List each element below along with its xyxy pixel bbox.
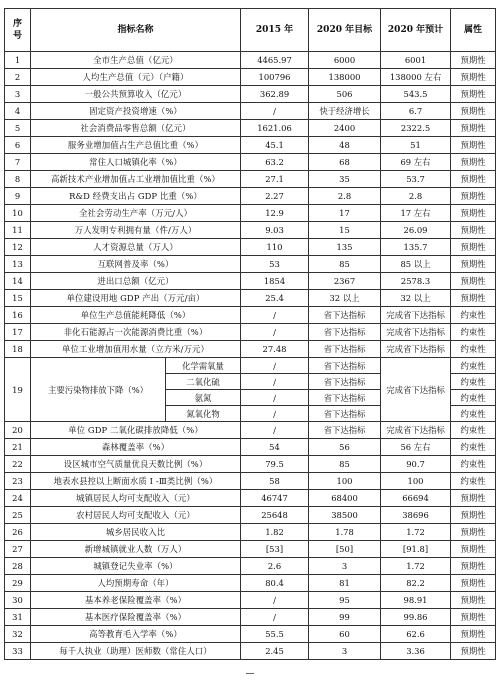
indicator-name: 基本医疗保险覆盖率（%）	[31, 609, 241, 626]
table-row	[5, 490, 496, 507]
row-number: 17	[5, 324, 31, 341]
table-row	[5, 86, 496, 103]
indicator-name: 互联网普及率（%）	[31, 256, 241, 273]
value-2015: 100796	[241, 69, 309, 86]
row-number: 32	[5, 626, 31, 643]
indicator-attribute: 预期性	[451, 120, 496, 137]
indicator-attribute: 约束性	[451, 390, 496, 406]
value-target: 48	[309, 137, 381, 154]
value-target: 快于经济增长	[309, 103, 381, 120]
value-forecast: 51	[381, 137, 451, 154]
indicator-name: 设区城市空气质量优良天数比例（%）	[31, 456, 241, 473]
value-2015: /	[241, 358, 309, 374]
indicator-name: 万人发明专利拥有量（件/万人）	[31, 222, 241, 239]
value-forecast: [91.8]	[381, 541, 451, 558]
row-number: 23	[5, 473, 31, 490]
indicator-attribute: 约束性	[451, 358, 496, 374]
value-target: 省下达指标	[309, 406, 381, 422]
value-2015: 2.45	[241, 643, 309, 660]
indicator-name: 人均预期寿命（年）	[31, 575, 241, 592]
row-number: 28	[5, 558, 31, 575]
value-forecast: 1.72	[381, 558, 451, 575]
value-forecast: 69 左右	[381, 154, 451, 171]
row-number: 26	[5, 524, 31, 541]
row-number: 3	[5, 86, 31, 103]
row-number: 13	[5, 256, 31, 273]
table-row	[5, 154, 496, 171]
value-target: 2367	[309, 273, 381, 290]
value-2015: 63.2	[241, 154, 309, 171]
value-forecast: 82.2	[381, 575, 451, 592]
table-row	[5, 524, 496, 541]
value-2015: 58	[241, 473, 309, 490]
value-forecast: 99.86	[381, 609, 451, 626]
table-row	[5, 324, 496, 341]
table-row	[5, 290, 496, 307]
indicator-attribute: 约束性	[451, 374, 496, 390]
header-seq-line2: 号	[12, 31, 22, 41]
indicator-name: 一般公共预算收入（亿元）	[31, 86, 241, 103]
value-forecast: 90.7	[381, 456, 451, 473]
row-number: 20	[5, 422, 31, 439]
indicator-name: 新增城镇就业人数（万人）	[31, 541, 241, 558]
indicator-name: 主要污染物排放下降（%）	[31, 358, 166, 422]
value-2015: 79.5	[241, 456, 309, 473]
indicator-name: 全社会劳动生产率（万元/人）	[31, 205, 241, 222]
indicator-attribute: 预期性	[451, 290, 496, 307]
value-2015: 1621.06	[241, 120, 309, 137]
table-row	[5, 307, 496, 324]
indicator-name: 常住人口城镇化率（%）	[31, 154, 241, 171]
indicator-name: 城镇居民人均可支配收入（元）	[31, 490, 241, 507]
table-row	[5, 239, 496, 256]
pollutant-sub-name: 二氧化硫	[166, 374, 241, 390]
table-header	[5, 9, 496, 52]
value-target: 2.8	[309, 188, 381, 205]
value-target: 99	[309, 609, 381, 626]
table-row	[5, 558, 496, 575]
indicator-attribute: 预期性	[451, 626, 496, 643]
indicator-attribute: 预期性	[451, 490, 496, 507]
value-2015: /	[241, 103, 309, 120]
table-row	[5, 69, 496, 86]
table-row	[5, 52, 496, 69]
value-target: 35	[309, 171, 381, 188]
value-forecast: 543.5	[381, 86, 451, 103]
value-target: 135	[309, 239, 381, 256]
indicator-attribute: 预期性	[451, 86, 496, 103]
row-number: 19	[5, 358, 31, 422]
value-target: 6000	[309, 52, 381, 69]
table-row	[5, 341, 496, 358]
table-row	[5, 541, 496, 558]
indicator-attribute: 预期性	[451, 171, 496, 188]
value-2015: 1.82	[241, 524, 309, 541]
indicator-name: 固定资产投资增速（%）	[31, 103, 241, 120]
indicator-name: 服务业增加值占生产总值比重（%）	[31, 137, 241, 154]
pollutant-sub-name: 化学需氧量	[166, 358, 241, 374]
indicator-name: 农村居民人均可支配收入（元）	[31, 507, 241, 524]
indicator-attribute: 预期性	[451, 609, 496, 626]
value-2015: 27.1	[241, 171, 309, 188]
indicator-attribute: 预期性	[451, 575, 496, 592]
value-2015: /	[241, 422, 309, 439]
row-number: 21	[5, 439, 31, 456]
value-forecast: 56 左右	[381, 439, 451, 456]
indicator-attribute: 预期性	[451, 205, 496, 222]
value-2015: 80.4	[241, 575, 309, 592]
indicator-attribute: 预期性	[451, 643, 496, 660]
value-target: 38500	[309, 507, 381, 524]
value-2015: 12.9	[241, 205, 309, 222]
value-forecast: 100	[381, 473, 451, 490]
row-number: 16	[5, 307, 31, 324]
indicator-name: 社会消费品零售总额（亿元）	[31, 120, 241, 137]
indicator-name: R&D 经费支出占 GDP 比重（%）	[31, 188, 241, 205]
indicator-attribute: 预期性	[451, 256, 496, 273]
indicator-attribute: 预期性	[451, 154, 496, 171]
header-target: 2020 年目标	[309, 9, 381, 52]
value-2015: 46747	[241, 490, 309, 507]
value-forecast: 138000 左右	[381, 69, 451, 86]
table-row	[5, 575, 496, 592]
indicator-attribute: 约束性	[451, 324, 496, 341]
row-number: 7	[5, 154, 31, 171]
value-forecast: 66694	[381, 490, 451, 507]
value-forecast: 98.91	[381, 592, 451, 609]
indicator-name: 全市生产总值（亿元）	[31, 52, 241, 69]
value-forecast: 6.7	[381, 103, 451, 120]
row-number: 31	[5, 609, 31, 626]
indicator-name: 森林覆盖率（%）	[31, 439, 241, 456]
indicator-attribute: 约束性	[451, 422, 496, 439]
value-target: 省下达指标	[309, 341, 381, 358]
value-forecast: 17 左右	[381, 205, 451, 222]
value-2015: 362.89	[241, 86, 309, 103]
value-2015: /	[241, 307, 309, 324]
indicator-attribute: 预期性	[451, 103, 496, 120]
indicator-table	[4, 8, 496, 660]
value-forecast: 完成省下达指标	[381, 341, 451, 358]
value-forecast: 完成省下达指标	[381, 422, 451, 439]
value-2015: [53]	[241, 541, 309, 558]
header-attr: 属性	[451, 9, 496, 52]
indicator-name: 城乡居民收入比	[31, 524, 241, 541]
value-forecast: 38696	[381, 507, 451, 524]
value-target: 省下达指标	[309, 422, 381, 439]
value-forecast: 完成省下达指标	[381, 324, 451, 341]
indicator-attribute: 预期性	[451, 541, 496, 558]
value-target: 15	[309, 222, 381, 239]
value-2015: 25.4	[241, 290, 309, 307]
value-target: 1.78	[309, 524, 381, 541]
indicator-attribute: 预期性	[451, 188, 496, 205]
value-target: 3	[309, 558, 381, 575]
value-target: 95	[309, 592, 381, 609]
indicator-attribute: 约束性	[451, 406, 496, 422]
indicator-name: 进出口总额（亿元）	[31, 273, 241, 290]
value-target: 85	[309, 456, 381, 473]
indicator-attribute: 约束性	[451, 456, 496, 473]
row-number: 2	[5, 69, 31, 86]
header-name: 指标名称	[31, 9, 241, 52]
value-2015: /	[241, 592, 309, 609]
table-row	[5, 137, 496, 154]
value-target: 138000	[309, 69, 381, 86]
indicator-name: 非化石能源占一次能源消费比重（%）	[31, 324, 241, 341]
indicator-name: 单位建设用地 GDP 产出（万元/亩）	[31, 290, 241, 307]
indicator-attribute: 约束性	[451, 307, 496, 324]
value-2015: 55.5	[241, 626, 309, 643]
value-forecast: 26.09	[381, 222, 451, 239]
value-forecast: 完成省下达指标	[381, 358, 451, 422]
value-forecast: 2.8	[381, 188, 451, 205]
table-row	[5, 456, 496, 473]
indicator-attribute: 预期性	[451, 558, 496, 575]
header-seq-line1: 序	[12, 19, 22, 29]
indicator-name: 单位工业增加值用水量（立方米/万元）	[31, 341, 241, 358]
row-number: 6	[5, 137, 31, 154]
table-row	[5, 473, 496, 490]
header-2015: 2015 年	[241, 9, 309, 52]
table-row	[5, 626, 496, 643]
indicator-name: 高新技术产业增加值占工业增加值比重（%）	[31, 171, 241, 188]
value-forecast: 6001	[381, 52, 451, 69]
row-number: 10	[5, 205, 31, 222]
table-row	[5, 188, 496, 205]
value-forecast: 3.36	[381, 643, 451, 660]
indicator-attribute: 预期性	[451, 222, 496, 239]
row-number: 1	[5, 52, 31, 69]
row-number: 15	[5, 290, 31, 307]
value-target: 3	[309, 643, 381, 660]
row-number: 14	[5, 273, 31, 290]
value-target: 85	[309, 256, 381, 273]
value-2015: 54	[241, 439, 309, 456]
value-2015: 25648	[241, 507, 309, 524]
value-2015: /	[241, 406, 309, 422]
row-number: 25	[5, 507, 31, 524]
value-2015: 1854	[241, 273, 309, 290]
table-row	[5, 609, 496, 626]
value-target: 32 以上	[309, 290, 381, 307]
value-forecast: 135.7	[381, 239, 451, 256]
value-target: 省下达指标	[309, 358, 381, 374]
indicator-name: 高等教育毛入学率（%）	[31, 626, 241, 643]
value-forecast: 完成省下达指标	[381, 307, 451, 324]
value-target: 56	[309, 439, 381, 456]
value-forecast: 1.72	[381, 524, 451, 541]
table-row	[5, 358, 496, 374]
table-row	[5, 643, 496, 660]
page-bottom-mark	[246, 673, 254, 674]
table-row	[5, 120, 496, 137]
indicator-name: 每千人执业（助理）医师数（常住人口）	[31, 643, 241, 660]
indicator-name: 单位生产总值能耗降低（%）	[31, 307, 241, 324]
indicator-attribute: 预期性	[451, 524, 496, 541]
pollutant-sub-name: 氨氮	[166, 390, 241, 406]
indicator-name: 人均生产总值（元）（户籍）	[31, 69, 241, 86]
row-number: 24	[5, 490, 31, 507]
pollutant-sub-name: 氮氧化物	[166, 406, 241, 422]
row-number: 22	[5, 456, 31, 473]
value-forecast: 62.6	[381, 626, 451, 643]
value-target: 81	[309, 575, 381, 592]
row-number: 27	[5, 541, 31, 558]
value-2015: 4465.97	[241, 52, 309, 69]
value-target: 2400	[309, 120, 381, 137]
indicator-attribute: 预期性	[451, 69, 496, 86]
value-target: 17	[309, 205, 381, 222]
value-target: 省下达指标	[309, 307, 381, 324]
value-2015: /	[241, 324, 309, 341]
indicator-attribute: 约束性	[451, 341, 496, 358]
value-2015: 27.48	[241, 341, 309, 358]
indicator-name: 城镇登记失业率（%）	[31, 558, 241, 575]
value-target: 60	[309, 626, 381, 643]
indicator-attribute: 预期性	[451, 507, 496, 524]
value-target: 省下达指标	[309, 390, 381, 406]
indicator-attribute: 预期性	[451, 137, 496, 154]
indicator-name: 基本养老保险覆盖率（%）	[31, 592, 241, 609]
table-row	[5, 171, 496, 188]
value-forecast: 2322.5	[381, 120, 451, 137]
indicator-name: 地表水县控以上断面水质 I -Ⅲ类比例（%）	[31, 473, 241, 490]
value-target: 省下达指标	[309, 324, 381, 341]
indicator-attribute: 约束性	[451, 439, 496, 456]
header-forecast: 2020 年预计	[381, 9, 451, 52]
value-target: [50]	[309, 541, 381, 558]
indicator-name: 人才资源总量（万人）	[31, 239, 241, 256]
value-target: 506	[309, 86, 381, 103]
table-row	[5, 439, 496, 456]
indicator-name: 单位 GDP 二氧化碳排放降低（%）	[31, 422, 241, 439]
value-target: 68	[309, 154, 381, 171]
table-row	[5, 273, 496, 290]
value-2015: 2.27	[241, 188, 309, 205]
table-row	[5, 592, 496, 609]
value-2015: 53	[241, 256, 309, 273]
value-2015: /	[241, 390, 309, 406]
value-target: 省下达指标	[309, 374, 381, 390]
indicator-attribute: 预期性	[451, 273, 496, 290]
table-row	[5, 256, 496, 273]
value-target: 68400	[309, 490, 381, 507]
indicator-attribute: 预期性	[451, 592, 496, 609]
row-number: 33	[5, 643, 31, 660]
value-forecast: 2578.3	[381, 273, 451, 290]
row-number: 5	[5, 120, 31, 137]
table-row	[5, 205, 496, 222]
row-number: 11	[5, 222, 31, 239]
table-row	[5, 422, 496, 439]
value-2015: 9.03	[241, 222, 309, 239]
indicator-attribute: 预期性	[451, 52, 496, 69]
value-forecast: 32 以上	[381, 290, 451, 307]
row-number: 4	[5, 103, 31, 120]
row-number: 18	[5, 341, 31, 358]
table-body	[5, 52, 496, 660]
indicator-attribute: 约束性	[451, 473, 496, 490]
value-forecast: 85 以上	[381, 256, 451, 273]
row-number: 12	[5, 239, 31, 256]
row-number: 30	[5, 592, 31, 609]
header-seq	[5, 9, 31, 52]
value-2015: /	[241, 609, 309, 626]
table-row	[5, 507, 496, 524]
value-2015: /	[241, 374, 309, 390]
row-number: 8	[5, 171, 31, 188]
value-forecast: 53.7	[381, 171, 451, 188]
value-target: 100	[309, 473, 381, 490]
table-row	[5, 103, 496, 120]
value-2015: 2.6	[241, 558, 309, 575]
indicator-attribute: 预期性	[451, 239, 496, 256]
value-2015: 110	[241, 239, 309, 256]
row-number: 29	[5, 575, 31, 592]
row-number: 9	[5, 188, 31, 205]
value-2015: 45.1	[241, 137, 309, 154]
table-row	[5, 222, 496, 239]
